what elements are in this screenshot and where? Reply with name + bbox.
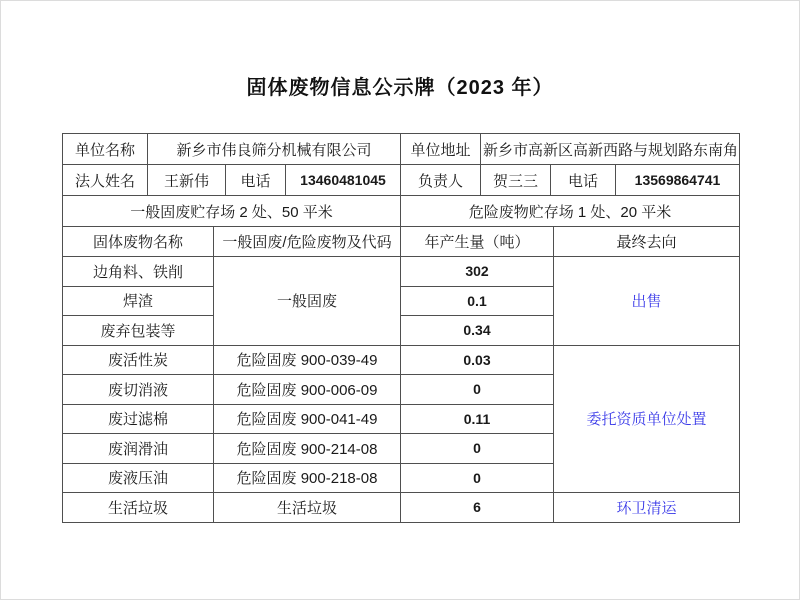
waste-amount-cell: 0 [401,434,554,464]
waste-category-cell: 危险固废 900-039-49 [214,345,401,375]
general-storage-cell: 一般固废贮存场 2 处、50 平米 [63,196,401,227]
waste-name-cell: 废弃包装等 [63,316,214,346]
waste-amount-cell: 302 [401,257,554,287]
legal-phone-label: 电话 [226,165,286,196]
manager-phone-label: 电话 [551,165,616,196]
waste-name-cell: 焊渣 [63,286,214,316]
legal-phone-value: 13460481045 [286,165,401,196]
waste-name-cell: 边角料、铁削 [63,257,214,287]
header-destination: 最终去向 [554,227,740,257]
page-title: 固体废物信息公示牌（2023 年） [246,77,554,99]
waste-name-cell: 废液压油 [63,463,214,493]
waste-amount-cell: 0.1 [401,286,554,316]
waste-name-cell: 废切消液 [63,375,214,405]
waste-category-cell: 危险固废 900-214-08 [214,434,401,464]
waste-row-domestic [63,493,740,523]
legal-name-value: 王新伟 [148,165,226,196]
waste-category-cell: 危险固废 900-218-08 [214,463,401,493]
waste-name-cell: 废活性炭 [63,345,214,375]
header-waste-name: 固体废物名称 [63,227,214,257]
general-destination-cell: 出售 [554,257,740,346]
waste-header-row [63,227,740,257]
domestic-destination-cell: 环卫清运 [554,493,740,523]
legal-name-label: 法人姓名 [63,165,148,196]
unit-address-value: 新乡市高新区高新西路与规划路东南角 [481,134,740,165]
waste-category-cell: 生活垃圾 [214,493,401,523]
header-annual-amount: 年产生量（吨） [401,227,554,257]
waste-amount-cell: 0 [401,463,554,493]
unit-address-label: 单位地址 [401,134,481,165]
waste-category-cell: 危险固废 900-041-49 [214,404,401,434]
waste-amount-cell: 0.34 [401,316,554,346]
waste-amount-cell: 0 [401,375,554,405]
waste-name-cell: 废润滑油 [63,434,214,464]
waste-category-cell: 危险固废 900-006-09 [214,375,401,405]
waste-row-general-1 [63,257,740,287]
waste-table [62,226,740,523]
manager-phone-value: 13569864741 [616,165,740,196]
waste-amount-cell: 0.11 [401,404,554,434]
unit-row [63,134,740,165]
contacts-row [63,165,740,196]
waste-amount-cell: 6 [401,493,554,523]
unit-name-value: 新乡市伟良筛分机械有限公司 [148,134,401,165]
waste-name-cell: 废过滤棉 [63,404,214,434]
manager-label: 负责人 [401,165,481,196]
waste-row-hazard-1 [63,345,740,375]
hazardous-storage-cell: 危险废物贮存场 1 处、20 平米 [401,196,740,227]
notice-board [62,133,739,523]
waste-name-cell: 生活垃圾 [63,493,214,523]
manager-name-value: 贺三三 [481,165,551,196]
header-category: 一般固废/危险废物及代码 [214,227,401,257]
waste-amount-cell: 0.03 [401,345,554,375]
storage-row [63,196,740,227]
general-category-cell: 一般固废 [214,257,401,346]
unit-info-table [62,133,740,227]
unit-name-label: 单位名称 [63,134,148,165]
hazard-destination-cell: 委托资质单位处置 [554,345,740,493]
